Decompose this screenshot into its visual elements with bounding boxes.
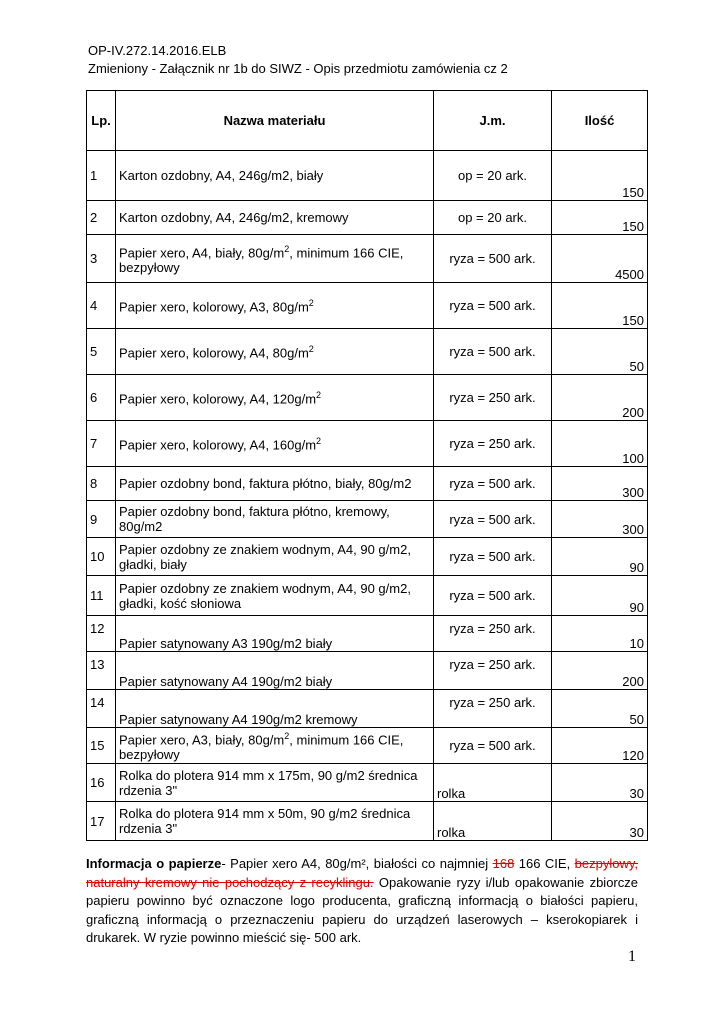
material-name-text: Papier xero, A3, biały, 80g/m: [119, 732, 285, 748]
material-name-text: Papier xero, kolorowy, A4, 120g/m: [119, 391, 317, 407]
row-lp: 6: [87, 375, 116, 421]
row-unit: ryza = 500 ark.: [434, 283, 552, 329]
row-lp: 4: [87, 283, 116, 329]
table-row: [87, 690, 648, 728]
row-unit: ryza = 250 ark.: [434, 652, 552, 690]
row-material-name: [116, 151, 434, 201]
material-name-text: Rolka do plotera 914 mm x 50m, 90 g/m2 średnica rdzenia 3": [119, 806, 411, 836]
material-name-text: Karton ozdobny, A4, 246g/m2, biały: [119, 168, 324, 183]
col-header-unit: J.m.: [434, 91, 552, 151]
row-unit: rolka: [434, 764, 552, 802]
row-quantity: 50: [552, 690, 648, 728]
row-lp: 15: [87, 728, 116, 764]
row-lp: 13: [87, 652, 116, 690]
row-unit: ryza = 500 ark.: [434, 538, 552, 576]
row-unit: ryza = 250 ark.: [434, 375, 552, 421]
row-lp: 7: [87, 421, 116, 467]
table-row: [87, 283, 648, 329]
row-material-name: [116, 235, 434, 283]
table-row: [87, 467, 648, 501]
superscript: 2: [308, 298, 314, 309]
row-quantity: 200: [552, 375, 648, 421]
row-lp: 12: [87, 616, 116, 652]
materials-table: [86, 90, 648, 841]
row-quantity: 200: [552, 652, 648, 690]
row-unit: op = 20 ark.: [434, 151, 552, 201]
superscript: 2: [308, 344, 314, 355]
material-name-text: Papier xero, kolorowy, A4, 80g/m: [119, 345, 309, 361]
row-material-name: [116, 690, 434, 728]
row-quantity: 10: [552, 616, 648, 652]
row-unit: ryza = 250 ark.: [434, 616, 552, 652]
paper-info-text-1: - Papier xero A4, 80g/m², białości co najmniej: [221, 856, 493, 871]
document-reference: OP-IV.272.14.2016.ELB: [88, 43, 227, 58]
superscript: 2: [316, 390, 322, 401]
superscript: 2: [316, 436, 322, 447]
row-quantity: 150: [552, 201, 648, 235]
material-name-text: Papier ozdobny ze znakiem wodnym, A4, 90 g/m2, gładki, biały: [119, 541, 411, 572]
row-unit: ryza = 500 ark.: [434, 467, 552, 501]
table-header-row: [87, 91, 648, 151]
row-material-name: [116, 421, 434, 467]
row-material-name: [116, 538, 434, 576]
row-unit: ryza = 500 ark.: [434, 728, 552, 764]
row-unit: ryza = 500 ark.: [434, 235, 552, 283]
table-row: [87, 501, 648, 538]
row-quantity: 30: [552, 802, 648, 841]
row-quantity: 50: [552, 329, 648, 375]
row-quantity: 30: [552, 764, 648, 802]
superscript: 2: [284, 243, 290, 254]
material-name-text: Papier xero, A4, biały, 80g/m: [119, 245, 285, 261]
row-quantity: 100: [552, 421, 648, 467]
table-row: [87, 802, 648, 841]
row-unit: op = 20 ark.: [434, 201, 552, 235]
row-unit: ryza = 250 ark.: [434, 690, 552, 728]
row-lp: 16: [87, 764, 116, 802]
table-row: [87, 421, 648, 467]
row-quantity: 150: [552, 151, 648, 201]
row-quantity: 150: [552, 283, 648, 329]
table-row: [87, 728, 648, 764]
table-row: [87, 538, 648, 576]
table-row: [87, 329, 648, 375]
row-material-name: [116, 764, 434, 802]
row-unit: rolka: [434, 802, 552, 841]
row-material-name: [116, 802, 434, 841]
superscript: 2: [284, 730, 290, 741]
deleted-text-recycling: bezpyłowy, naturalny kremowy nie pochodzący z recyklingu.: [86, 856, 639, 890]
row-lp: 3: [87, 235, 116, 283]
material-name-text: Papier xero, kolorowy, A3, 80g/m: [119, 299, 309, 315]
paper-info-text-2: 166 CIE,: [514, 856, 575, 871]
row-lp: 11: [87, 576, 116, 616]
material-name-text: Papier ozdobny bond, faktura płótno, kremowy, 80g/m2: [119, 504, 390, 534]
table-body: [87, 151, 648, 841]
table-row: [87, 576, 648, 616]
table-row: [87, 616, 648, 652]
paper-info-label: Informacja o papierze: [86, 856, 222, 871]
row-material-name: [116, 201, 434, 235]
row-unit: ryza = 250 ark.: [434, 421, 552, 467]
page-number: 1: [628, 948, 636, 965]
row-lp: 5: [87, 329, 116, 375]
row-lp: 10: [87, 538, 116, 576]
material-name-text: Papier satynowany A3 190g/m2 biały: [119, 636, 333, 651]
row-quantity: 120: [552, 728, 648, 764]
material-name-text: Rolka do plotera 914 mm x 175m, 90 g/m2 średnica rdzenia 3": [119, 767, 418, 798]
col-header-quantity: Ilość: [552, 91, 648, 151]
row-material-name: [116, 616, 434, 652]
material-name-text: Papier ozdobny ze znakiem wodnym, A4, 90 g/m2, gładki, kość słoniowa: [119, 580, 411, 611]
row-material-name: [116, 467, 434, 501]
row-lp: 9: [87, 501, 116, 538]
row-quantity: 90: [552, 538, 648, 576]
row-material-name: [116, 501, 434, 538]
row-unit: ryza = 500 ark.: [434, 576, 552, 616]
material-name-suffix: , minimum 166 CIE, bezpyłowy: [119, 732, 404, 763]
deleted-text-168: 168: [492, 856, 515, 871]
row-lp: 2: [87, 201, 116, 235]
material-name-suffix: , minimum 166 CIE, bezpyłowy: [119, 245, 404, 276]
row-material-name: [116, 329, 434, 375]
row-material-name: [116, 728, 434, 764]
material-name-text: Karton ozdobny, A4, 246g/m2, kremowy: [119, 210, 349, 225]
row-quantity: 300: [552, 501, 648, 538]
col-header-lp: Lp.: [87, 91, 116, 151]
row-lp: 17: [87, 802, 116, 841]
paper-info-paragraph: [86, 855, 638, 948]
table-row: [87, 235, 648, 283]
table-row: [87, 375, 648, 421]
table-row: [87, 201, 648, 235]
row-quantity: 90: [552, 576, 648, 616]
table-row: [87, 652, 648, 690]
paper-info-text-3: Opakowanie ryzy i/lub opakowanie zbiorcze papieru powinno być oznaczone logo producenta, graficzną informacją o białości papieru, graficzną informacją o przeznaczeniu papieru do urządzeń laserowych – kserokopiarek i drukarek. W ryzie powinno mieścić się- 500 ark.: [86, 874, 638, 945]
row-lp: 1: [87, 151, 116, 201]
material-name-text: Papier satynowany A4 190g/m2 kremowy: [119, 712, 358, 727]
row-quantity: 4500: [552, 235, 648, 283]
row-material-name: [116, 283, 434, 329]
col-header-name: Nazwa materiału: [116, 91, 434, 151]
document-subtitle: Zmieniony - Załącznik nr 1b do SIWZ - Opis przedmiotu zamówienia cz 2: [88, 61, 508, 76]
material-name-text: Papier ozdobny bond, faktura płótno, biały, 80g/m2: [119, 476, 412, 491]
table-row: [87, 764, 648, 802]
table-row: [87, 151, 648, 201]
material-name-text: Papier satynowany A4 190g/m2 biały: [119, 674, 333, 689]
row-lp: 8: [87, 467, 116, 501]
material-name-text: Papier xero, kolorowy, A4, 160g/m: [119, 437, 317, 453]
row-unit: ryza = 500 ark.: [434, 501, 552, 538]
row-material-name: [116, 652, 434, 690]
row-lp: 14: [87, 690, 116, 728]
row-material-name: [116, 375, 434, 421]
row-quantity: 300: [552, 467, 648, 501]
row-material-name: [116, 576, 434, 616]
row-unit: ryza = 500 ark.: [434, 329, 552, 375]
